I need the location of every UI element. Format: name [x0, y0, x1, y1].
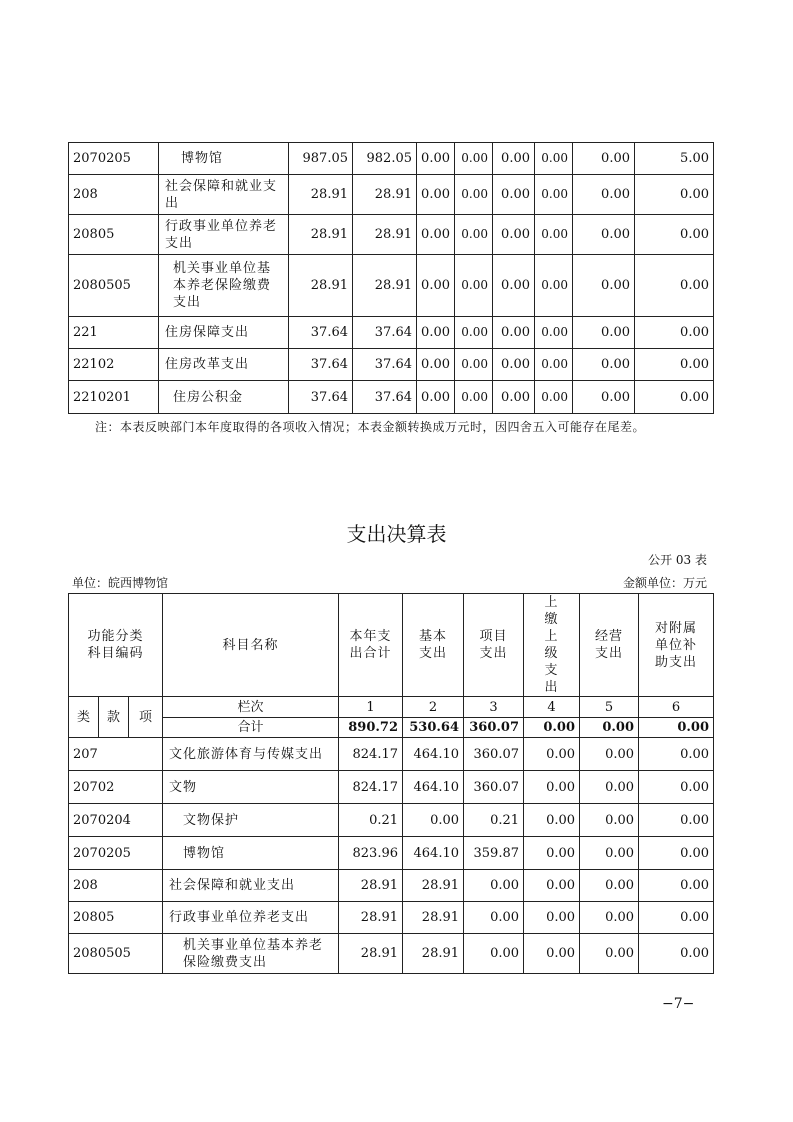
amount-cell: 28.91: [403, 902, 464, 934]
col-number-1: 1: [339, 697, 403, 718]
subject-name: 社会保障和就业支出: [159, 175, 289, 215]
amount-cell: 0.00: [535, 255, 573, 317]
table-row: [69, 175, 714, 215]
amount-cell: 37.64: [353, 317, 417, 349]
amount-cell: 0.00: [455, 349, 493, 381]
amount-cell: 0.00: [635, 349, 714, 381]
table-row: [69, 804, 714, 837]
subject-name: 机关事业单位基本养老保险缴费支出: [159, 255, 289, 317]
amount-cell: 824.17: [339, 738, 403, 771]
total-value: 530.64: [403, 718, 464, 738]
kuan-header: 款: [99, 697, 129, 738]
amount-cell: 0.00: [417, 175, 455, 215]
amount-cell: 28.91: [339, 870, 403, 902]
amount-cell: 0.00: [493, 381, 535, 414]
amount-cell: 28.91: [403, 870, 464, 902]
subject-code: 22102: [69, 349, 159, 381]
amount-cell: 0.00: [464, 902, 524, 934]
subject-name: 住房公积金: [159, 381, 289, 414]
amount-cell: 28.91: [353, 255, 417, 317]
income-table-note: 注：本表反映部门本年度取得的各项收入情况；本表金额转换成万元时，因四舍五入可能存在尾差。: [95, 420, 646, 434]
table-row: [69, 349, 714, 381]
table-row: [69, 215, 714, 255]
amount-cell: 824.17: [339, 771, 403, 804]
subject-code: 2070205: [69, 143, 159, 175]
col-header-2: 基本支出: [403, 594, 464, 697]
amount-cell: 0.00: [455, 317, 493, 349]
amount-cell: 37.64: [289, 349, 353, 381]
amount-cell: 0.21: [464, 804, 524, 837]
col-number-2: 2: [403, 697, 464, 718]
amount-cell: 28.91: [353, 175, 417, 215]
header-row: [69, 594, 714, 697]
amount-cell: 0.00: [524, 837, 580, 870]
amount-cell: 0.00: [493, 143, 535, 175]
col-number-4: 4: [524, 697, 580, 718]
amount-cell: 0.00: [493, 215, 535, 255]
amount-cell: 0.00: [573, 317, 635, 349]
amount-cell: 0.00: [417, 143, 455, 175]
amount-cell: 28.91: [339, 934, 403, 974]
amount-cell: 0.00: [524, 902, 580, 934]
table-row: [69, 738, 714, 771]
total-value: 360.07: [464, 718, 524, 738]
amount-cell: 37.64: [289, 317, 353, 349]
subject-code: 207: [69, 738, 163, 771]
amount-cell: 0.00: [639, 902, 714, 934]
subject-name: 行政事业单位养老支出: [163, 902, 339, 934]
amount-cell: 0.00: [417, 215, 455, 255]
amount-cell: 0.00: [535, 175, 573, 215]
lei-header: 类: [69, 697, 99, 738]
amount-cell: 464.10: [403, 771, 464, 804]
table-row: [69, 381, 714, 414]
income-table: [68, 142, 714, 414]
amount-cell: 5.00: [635, 143, 714, 175]
amount-cell: 0.00: [464, 934, 524, 974]
amount-cell: 28.91: [289, 215, 353, 255]
subject-name: 住房改革支出: [159, 349, 289, 381]
col-header-5: 经营支出: [580, 594, 639, 697]
amount-cell: 0.00: [524, 771, 580, 804]
subject-code: 20702: [69, 771, 163, 804]
table-row: [69, 255, 714, 317]
amount-cell: 987.05: [289, 143, 353, 175]
amount-cell: 0.00: [573, 143, 635, 175]
amount-cell: 0.00: [580, 738, 639, 771]
amount-cell: 0.00: [417, 381, 455, 414]
amount-cell: 0.00: [493, 255, 535, 317]
amount-cell: 0.00: [535, 349, 573, 381]
page-title: 支出决算表: [346, 522, 447, 546]
amount-cell: 0.00: [524, 934, 580, 974]
amount-cell: 28.91: [339, 902, 403, 934]
table-row: [69, 837, 714, 870]
amount-cell: 0.00: [535, 381, 573, 414]
subject-name: 文物保护: [163, 804, 339, 837]
amount-cell: 0.00: [455, 175, 493, 215]
amount-cell: 0.00: [417, 349, 455, 381]
amount-cell: 37.64: [353, 381, 417, 414]
amount-cell: 28.91: [289, 175, 353, 215]
amount-cell: 37.64: [289, 381, 353, 414]
total-row: [69, 718, 714, 738]
col-header-3: 项目支出: [464, 594, 524, 697]
amount-cell: 0.00: [580, 771, 639, 804]
subject-code: 20805: [69, 902, 163, 934]
amount-cell: 0.00: [493, 175, 535, 215]
amount-cell: 28.91: [403, 934, 464, 974]
col-number-3: 3: [464, 697, 524, 718]
amount-cell: 0.00: [403, 804, 464, 837]
subject-code: 2080505: [69, 255, 159, 317]
subject-name: 住房保障支出: [159, 317, 289, 349]
amount-cell: 0.00: [635, 215, 714, 255]
page-number: −7−: [662, 996, 695, 1012]
col-number-5: 5: [580, 697, 639, 718]
amount-cell: 0.00: [635, 175, 714, 215]
subject-name: 行政事业单位养老支出: [159, 215, 289, 255]
total-label: 合计: [163, 718, 339, 738]
amount-unit-label: 金额单位：万元: [622, 576, 707, 590]
subject-name: 机关事业单位基本养老保险缴费支出: [163, 934, 339, 974]
amount-cell: 360.07: [464, 771, 524, 804]
amount-cell: 360.07: [464, 738, 524, 771]
subject-name: 文化旅游体育与传媒支出: [163, 738, 339, 771]
amount-cell: 0.00: [573, 349, 635, 381]
subject-name-header: 科目名称: [163, 594, 339, 697]
amount-cell: 0.00: [635, 317, 714, 349]
subject-name: 社会保障和就业支出: [163, 870, 339, 902]
amount-cell: 0.00: [580, 804, 639, 837]
amount-cell: 0.00: [580, 934, 639, 974]
lanci-label: 栏次: [163, 697, 339, 718]
amount-cell: 0.00: [524, 738, 580, 771]
subject-code: 20805: [69, 215, 159, 255]
total-value: 890.72: [339, 718, 403, 738]
amount-cell: 0.00: [455, 215, 493, 255]
subject-code: 2210201: [69, 381, 159, 414]
amount-cell: 0.00: [639, 837, 714, 870]
amount-cell: 0.21: [339, 804, 403, 837]
amount-cell: 0.00: [573, 255, 635, 317]
col-header-6: 对附属单位补助支出: [639, 594, 714, 697]
amount-cell: 0.00: [535, 317, 573, 349]
xiang-header: 项: [129, 697, 163, 738]
table-row: [69, 143, 714, 175]
total-value: 0.00: [639, 718, 714, 738]
col-header-4: 上缴上级支出: [524, 594, 580, 697]
amount-cell: 0.00: [535, 215, 573, 255]
amount-cell: 0.00: [455, 143, 493, 175]
amount-cell: 0.00: [417, 317, 455, 349]
amount-cell: 0.00: [524, 804, 580, 837]
subject-name: 博物馆: [159, 143, 289, 175]
amount-cell: 0.00: [535, 143, 573, 175]
total-value: 0.00: [580, 718, 639, 738]
amount-cell: 464.10: [403, 837, 464, 870]
subject-code: 221: [69, 317, 159, 349]
amount-cell: 0.00: [417, 255, 455, 317]
subject-code: 2070204: [69, 804, 163, 837]
amount-cell: 0.00: [580, 837, 639, 870]
amount-cell: 0.00: [639, 934, 714, 974]
column-number-row: [69, 697, 714, 718]
col-number-6: 6: [639, 697, 714, 718]
amount-cell: 0.00: [635, 381, 714, 414]
code-group-header: 功能分类科目编码: [69, 594, 163, 697]
table-row: [69, 902, 714, 934]
table-row: [69, 870, 714, 902]
amount-cell: 464.10: [403, 738, 464, 771]
amount-cell: 982.05: [353, 143, 417, 175]
amount-cell: 0.00: [639, 870, 714, 902]
subject-name: 博物馆: [163, 837, 339, 870]
amount-cell: 0.00: [573, 215, 635, 255]
amount-cell: 0.00: [493, 317, 535, 349]
amount-cell: 0.00: [639, 738, 714, 771]
subject-name: 文物: [163, 771, 339, 804]
amount-cell: 28.91: [289, 255, 353, 317]
subject-code: 2080505: [69, 934, 163, 974]
amount-cell: 0.00: [455, 381, 493, 414]
amount-cell: 0.00: [524, 870, 580, 902]
amount-cell: 0.00: [635, 255, 714, 317]
table-row: [69, 771, 714, 804]
total-value: 0.00: [524, 718, 580, 738]
table-row: [69, 934, 714, 974]
subject-code: 208: [69, 870, 163, 902]
amount-cell: 0.00: [573, 381, 635, 414]
amount-cell: 0.00: [455, 255, 493, 317]
amount-cell: 0.00: [639, 804, 714, 837]
col-header-1: 本年支出合计: [339, 594, 403, 697]
table-number: 公开 03 表: [648, 553, 707, 567]
unit-label: 单位：皖西博物馆: [72, 576, 169, 590]
expenditure-table: [68, 593, 714, 974]
amount-cell: 0.00: [573, 175, 635, 215]
amount-cell: 37.64: [353, 349, 417, 381]
amount-cell: 0.00: [580, 902, 639, 934]
amount-cell: 359.87: [464, 837, 524, 870]
subject-code: 208: [69, 175, 159, 215]
amount-cell: 0.00: [493, 349, 535, 381]
amount-cell: 28.91: [353, 215, 417, 255]
amount-cell: 0.00: [464, 870, 524, 902]
subject-code: 2070205: [69, 837, 163, 870]
table-row: [69, 317, 714, 349]
amount-cell: 0.00: [580, 870, 639, 902]
amount-cell: 0.00: [639, 771, 714, 804]
amount-cell: 823.96: [339, 837, 403, 870]
